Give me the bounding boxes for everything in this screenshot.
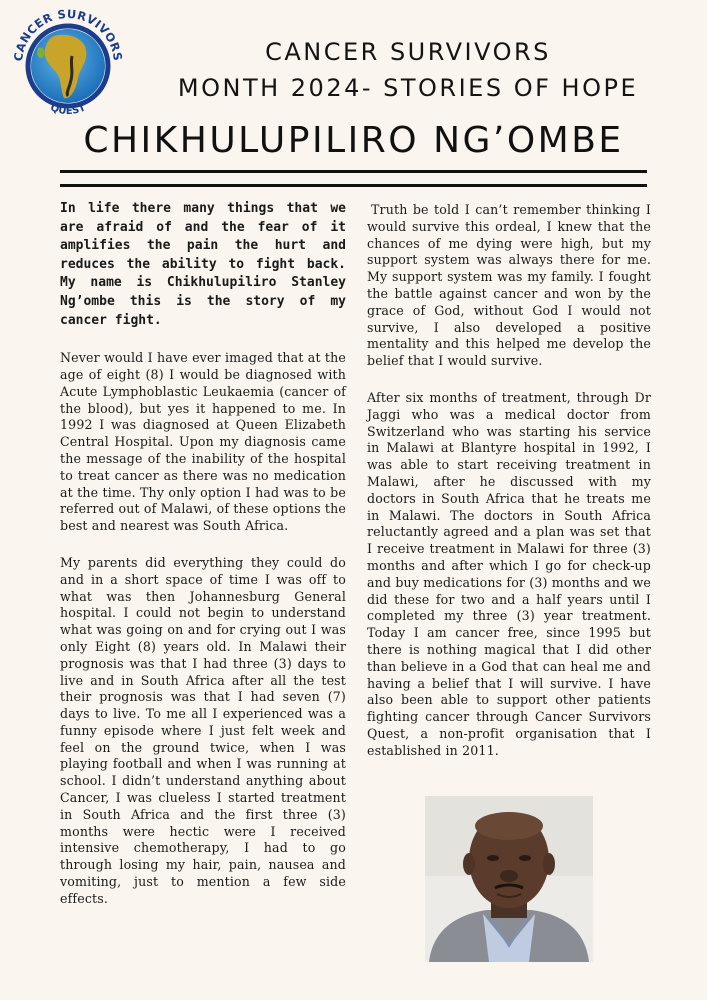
headline [128, 34, 688, 106]
headline-line-2: MONTH 2024- STORIES OF HOPE [177, 74, 639, 102]
divider-top [60, 170, 647, 173]
paragraph-johannesburg: My parents did everything they could do and in a short space of time I was off to what was then Johannesburg General hospital. I could not begin to understand what was going on and for crying out I was only Eight (8) years old. In Malawi their prognosis was that I had three (3) days to live and in South Africa after all the test their prognosis was that I had seven (7) days to live. To me all I experienced was a funny episode where I just felt week and feel on the ground twice, when I was playing football and when I was running at school. I didn’t understand anything about Cancer, I was clueless I started treatment in South Africa and the first three (3) months were hectic were I received intensive chemotherapy, I had to go through losing my hair, pain, nausea and vomiting, just to mention a few side effects. [60, 554, 346, 906]
logo-top-text: CANCER SURVIVORS [10, 6, 126, 63]
divider-bottom [60, 184, 647, 187]
survivor-photo [425, 796, 593, 962]
paragraph-diagnosis: Never would I have ever imaged that at the age of eight (8) I would be diagnosed with Acute Lymphoblastic Leukaemia (cancer of the blood), but yes it happened to me. In 1992 I was diagnosed at Queen Elizabeth Central Hospital. Upon my diagnosis came the message of the inability of the hospital to treat cancer as there was no medication at the time. Thy only option I had was to be referred out of Malawi, of these options the best and nearest was South Africa. [60, 350, 346, 534]
cancer-survivors-quest-logo [8, 6, 128, 118]
logo-bottom-text: QUEST [48, 102, 88, 118]
headline-line-1: CANCER SURVIVORS [265, 38, 551, 66]
survivor-name: CHIKHULUPILIRO NG’OMBE [83, 120, 624, 161]
left-column [60, 200, 346, 908]
paragraph-support-system: Truth be told I can’t remember thinking I would survive this ordeal, I knew that the chances of me dying were high, but my support system was always there for me. My support system was my family. I fought the battle against cancer and won by the grace of God, without God I would not survive, I also developed a positive mentality and this helped me develop the belief that I would survive. [367, 202, 651, 369]
intro-paragraph: In life there many things that we are afraid of and the fear of it amplifies the pain the hurt and reduces the ability to fight back. My name is Chikhulupiliro Stanley Ng’ombe this is the story of my cancer fight. [60, 201, 346, 328]
paragraph-treatment-malawi: After six months of treatment, through Dr Jaggi who was a medical doctor from Switzerland who was starting his service in Malawi at Blantyre hospital in 1992, I was able to start receiving treatment in Malawi, after he discussed with my doctors in South Africa that he treats me in Malawi. The doctors in South Africa reluctantly agreed and a plan was set that I receive treatment in Malawi for three (3) months and after which I go for check-up and buy medications for (3) months and we did these for two and a half years until I completed my three (3) year treatment. Today I am cancer free, since 1995 but there is nothing magical that I did other than believe in a God that can heal me and having a belief that I will survive. I have also been able to support other patients fighting cancer through Cancer Survivors Quest, a non-profit organisation that I established in 2011. [367, 389, 651, 758]
right-column [367, 202, 651, 760]
